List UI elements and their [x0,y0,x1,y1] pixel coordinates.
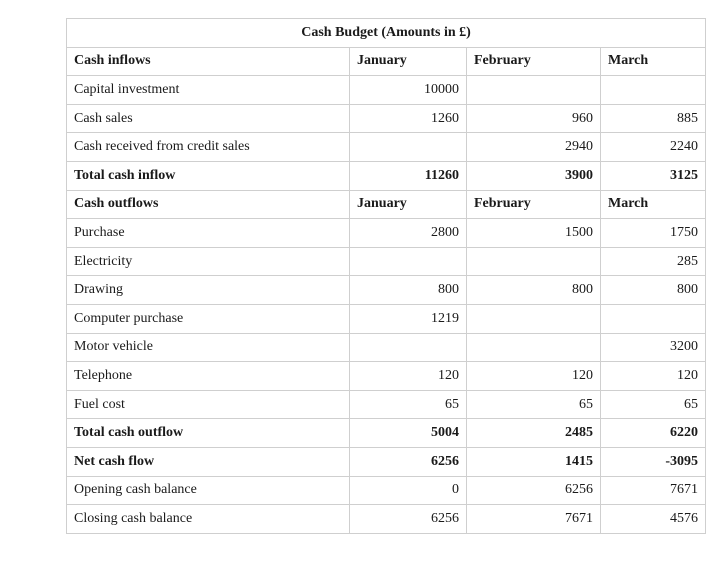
cell-january: 6256 [350,447,467,476]
column-header-january: January [350,190,467,219]
column-header-february: February [467,190,601,219]
cell-january: 120 [350,362,467,391]
cell-february: 1415 [467,447,601,476]
row-label: Total cash outflow [67,419,350,448]
cell-february: 120 [467,362,601,391]
row-label: Cash sales [67,104,350,133]
table-row [67,247,706,276]
cell-march [601,304,706,333]
column-header-march: March [601,47,706,76]
cell-march: 2240 [601,133,706,162]
cell-january: 5004 [350,419,467,448]
outflows-header-row [67,190,706,219]
cell-february [467,247,601,276]
column-header-march: March [601,190,706,219]
cell-march: 1750 [601,219,706,248]
cell-march: 800 [601,276,706,305]
cell-march: 120 [601,362,706,391]
cash-budget-table [66,18,706,534]
table-row [67,333,706,362]
cell-january: 1260 [350,104,467,133]
cell-january: 0 [350,476,467,505]
cell-february: 1500 [467,219,601,248]
cell-february [467,333,601,362]
table-row [67,219,706,248]
table-row [67,104,706,133]
cell-january: 1219 [350,304,467,333]
cell-march: 7671 [601,476,706,505]
cell-march: 885 [601,104,706,133]
opening-balance-row [67,476,706,505]
outflows-section-label: Cash outflows [67,190,350,219]
cell-january [350,133,467,162]
cell-march: 6220 [601,419,706,448]
total-outflow-row [67,419,706,448]
row-label: Opening cash balance [67,476,350,505]
cell-march: 65 [601,390,706,419]
cell-february: 960 [467,104,601,133]
closing-balance-row [67,505,706,534]
row-label: Total cash inflow [67,161,350,190]
cell-february: 800 [467,276,601,305]
table-row [67,276,706,305]
cell-january: 65 [350,390,467,419]
cell-february: 2940 [467,133,601,162]
cell-march: 3200 [601,333,706,362]
total-inflow-row [67,161,706,190]
row-label: Net cash flow [67,447,350,476]
row-label: Computer purchase [67,304,350,333]
cell-february: 65 [467,390,601,419]
table-row [67,133,706,162]
row-label: Drawing [67,276,350,305]
inflows-section-label: Cash inflows [67,47,350,76]
cell-january: 11260 [350,161,467,190]
row-label: Fuel cost [67,390,350,419]
cell-january [350,247,467,276]
row-label: Capital investment [67,76,350,105]
cell-march: -3095 [601,447,706,476]
cell-january: 10000 [350,76,467,105]
row-label: Closing cash balance [67,505,350,534]
net-cash-flow-row [67,447,706,476]
column-header-february: February [467,47,601,76]
cell-march: 285 [601,247,706,276]
cell-january: 800 [350,276,467,305]
column-header-january: January [350,47,467,76]
table-row [67,362,706,391]
cell-february: 6256 [467,476,601,505]
row-label: Motor vehicle [67,333,350,362]
row-label: Cash received from credit sales [67,133,350,162]
cell-february: 3900 [467,161,601,190]
cell-march [601,76,706,105]
cell-march: 4576 [601,505,706,534]
table-row [67,76,706,105]
row-label: Telephone [67,362,350,391]
cell-february: 2485 [467,419,601,448]
cell-march: 3125 [601,161,706,190]
cell-january: 2800 [350,219,467,248]
inflows-header-row [67,47,706,76]
cell-january: 6256 [350,505,467,534]
table-title: Cash Budget (Amounts in £) [67,19,706,48]
cell-february: 7671 [467,505,601,534]
table-row [67,304,706,333]
table-row [67,390,706,419]
cell-february [467,304,601,333]
cell-january [350,333,467,362]
row-label: Purchase [67,219,350,248]
cell-february [467,76,601,105]
row-label: Electricity [67,247,350,276]
